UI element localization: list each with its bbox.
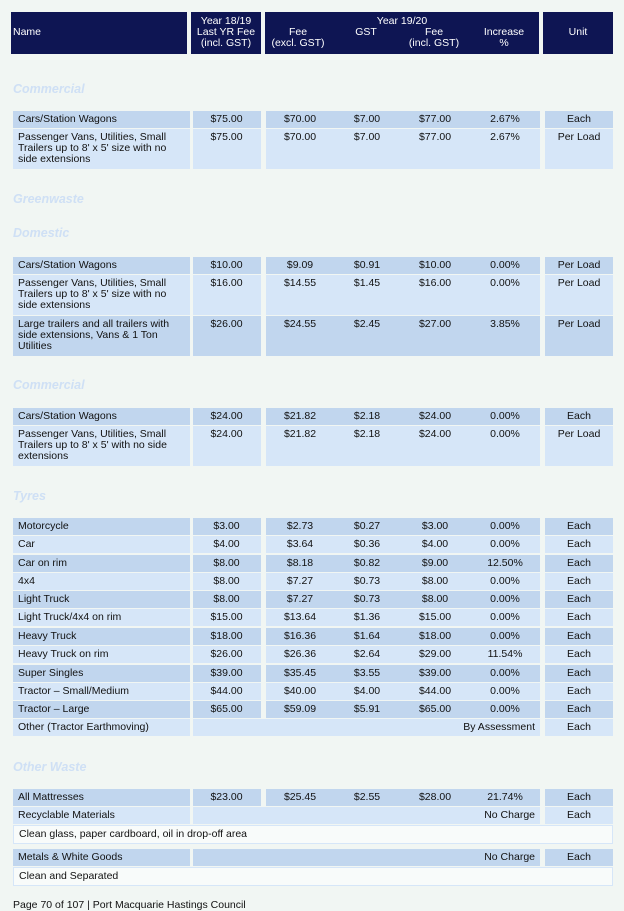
row-gst: $1.36 <box>353 611 381 623</box>
row-last-year-fee: $75.00 <box>210 113 243 125</box>
row-last-year-fee: $10.00 <box>210 259 243 271</box>
section-domestic: Domestic <box>13 226 70 240</box>
row-fee-excl: $9.09 <box>286 259 314 271</box>
row-name: Tractor – Large <box>18 703 90 715</box>
row-fee-incl: $8.00 <box>421 575 449 587</box>
header-increase-sub: % <box>499 37 509 49</box>
row-fee-excl: $24.55 <box>283 318 317 330</box>
row-fee-incl: $24.00 <box>418 428 452 440</box>
fee-row <box>13 316 613 356</box>
row-last-year-fee: $65.00 <box>210 703 243 715</box>
row-name-line: Passenger Vans, Utilities, Small <box>18 277 167 289</box>
fee-row <box>13 408 613 425</box>
header-fee-incl-sub: (incl. GST) <box>408 37 460 49</box>
row-last-year-fee: $8.00 <box>213 557 240 569</box>
fee-row <box>13 807 613 824</box>
row-last-year-fee: $39.00 <box>210 667 243 679</box>
row-name: Car <box>18 538 35 550</box>
section-other-waste: Other Waste <box>13 760 87 774</box>
row-fee-excl: $70.00 <box>283 131 317 143</box>
fee-row <box>13 719 613 736</box>
row-fee-excl: $7.27 <box>286 575 314 587</box>
header-gst: GST <box>355 26 377 38</box>
fee-row <box>13 426 613 466</box>
row-no-charge: No Charge <box>484 809 535 821</box>
row-name-line: side extensions <box>18 299 91 311</box>
row-increase: 0.00% <box>490 685 520 697</box>
row-gst: $0.27 <box>353 520 381 532</box>
row-gst: $1.64 <box>353 630 381 642</box>
row-last-year-fee: $75.00 <box>210 131 243 143</box>
row-fee-incl: $39.00 <box>418 667 452 679</box>
row-name: Cars/Station Wagons <box>18 410 117 422</box>
row-fee-excl: $70.00 <box>283 113 317 125</box>
row-increase: 0.00% <box>490 630 520 642</box>
row-name-line: Utilities <box>18 340 52 352</box>
section-greenwaste: Greenwaste <box>13 192 84 206</box>
row-gst: $2.64 <box>353 648 381 660</box>
header-fee-excl-sub: (excl. GST) <box>271 37 325 49</box>
row-increase: 0.00% <box>490 538 520 550</box>
row-gst: $0.73 <box>353 575 381 587</box>
row-name: Car on rim <box>18 557 68 569</box>
row-gst: $0.36 <box>353 538 381 550</box>
header-fee-excl: Fee <box>288 26 308 38</box>
row-name-line: side extensions <box>18 153 91 165</box>
row-unit: Each <box>567 703 591 715</box>
row-no-charge: No Charge <box>484 851 535 863</box>
row-name-line: Large trailers and all trailers with <box>18 318 170 330</box>
row-gst: $0.73 <box>353 593 381 605</box>
row-name: Motorcycle <box>18 520 69 532</box>
row-unit: Each <box>567 685 591 697</box>
row-fee-incl: $3.00 <box>421 520 449 532</box>
fee-row <box>13 257 613 274</box>
row-unit: Per Load <box>557 259 601 271</box>
fee-row <box>13 111 613 128</box>
row-note: Clean and Separated <box>19 870 119 882</box>
row-fee-excl: $13.64 <box>283 611 317 623</box>
row-name: Super Singles <box>18 667 84 679</box>
row-fee-excl: $16.36 <box>283 630 317 642</box>
fee-row <box>13 591 613 608</box>
page-footer: Page 70 of 107 | Port Macquarie Hastings Council <box>13 899 246 911</box>
row-assessment-note: By Assessment <box>463 721 535 733</box>
section-tyres: Tyres <box>13 489 46 503</box>
row-name: All Mattresses <box>18 791 84 803</box>
row-gst: $1.45 <box>353 277 381 289</box>
row-fee-incl: $24.00 <box>418 410 452 422</box>
row-fee-excl: $14.55 <box>283 277 317 289</box>
fee-row <box>13 701 613 718</box>
row-last-year-fee: $16.00 <box>210 277 243 289</box>
row-unit: Each <box>567 851 591 863</box>
row-name-line: Trailers up to 8' x 5' size with no <box>18 142 167 154</box>
row-unit: Each <box>567 648 591 660</box>
fee-row <box>13 683 613 700</box>
row-name: Cars/Station Wagons <box>18 113 117 125</box>
row-unit: Each <box>567 667 591 679</box>
row-fee-incl: $44.00 <box>418 685 452 697</box>
row-fee-incl: $77.00 <box>418 131 452 143</box>
row-unit: Each <box>567 410 591 422</box>
row-last-year-fee: $24.00 <box>210 410 243 422</box>
header-prev-line1: Last YR Fee <box>196 26 256 38</box>
fee-row <box>13 609 613 626</box>
row-fee-incl: $77.00 <box>418 113 452 125</box>
note-row <box>13 825 613 844</box>
row-unit: Per Load <box>557 428 601 440</box>
row-last-year-fee: $26.00 <box>210 318 243 330</box>
row-name <box>13 129 188 169</box>
header-name-cell <box>11 12 187 54</box>
row-name-line: side extensions, Vans & 1 Ton <box>18 329 158 341</box>
row-increase: 0.00% <box>490 575 520 587</box>
header-last-year-cell <box>191 12 261 54</box>
row-fee-incl: $8.00 <box>421 593 449 605</box>
row-increase: 0.00% <box>490 667 520 679</box>
header-prev-line2: (incl. GST) <box>200 37 252 49</box>
row-unit: Each <box>567 809 591 821</box>
row-name <box>13 275 188 315</box>
row-name: 4x4 <box>18 575 35 587</box>
row-name <box>13 316 188 356</box>
row-gst: $3.55 <box>353 667 381 679</box>
row-note: Clean glass, paper cardboard, oil in drop-off area <box>19 828 248 840</box>
row-unit: Each <box>567 630 591 642</box>
fee-row <box>13 129 613 169</box>
row-increase: 2.67% <box>490 131 520 143</box>
row-increase: 0.00% <box>490 520 520 532</box>
row-gst: $7.00 <box>353 113 381 125</box>
row-fee-incl: $16.00 <box>418 277 452 289</box>
row-fee-incl: $4.00 <box>421 538 449 550</box>
row-name-line: Trailers up to 8' x 5' with no side <box>18 439 167 451</box>
row-increase: 21.74% <box>487 791 523 803</box>
row-name: Tractor – Small/Medium <box>18 685 130 697</box>
row-fee-incl: $65.00 <box>418 703 452 715</box>
row-last-year-fee: $26.00 <box>210 648 243 660</box>
fee-row <box>13 646 613 663</box>
row-gst: $2.55 <box>353 791 381 803</box>
row-fee-incl: $28.00 <box>418 791 452 803</box>
section-commercial: Commercial <box>13 378 85 392</box>
row-gst: $5.91 <box>353 703 381 715</box>
row-increase: 0.00% <box>490 277 520 289</box>
row-gst: $2.18 <box>353 410 381 422</box>
header-name: Name <box>13 26 42 38</box>
row-fee-excl: $2.73 <box>286 520 314 532</box>
row-last-year-fee: $24.00 <box>210 428 243 440</box>
row-last-year-fee: $18.00 <box>210 630 243 642</box>
row-unit: Each <box>567 520 591 532</box>
row-unit: Each <box>567 575 591 587</box>
row-fee-incl: $15.00 <box>418 611 452 623</box>
header-fee-incl: Fee <box>424 26 444 38</box>
row-increase: 0.00% <box>490 611 520 623</box>
row-name: Recyclable Materials <box>18 809 115 821</box>
row-last-year-fee: $3.00 <box>213 520 240 532</box>
row-fee-excl: $26.36 <box>283 648 317 660</box>
row-unit: Each <box>567 791 591 803</box>
row-fee-excl: $25.45 <box>283 791 317 803</box>
row-unit: Each <box>567 611 591 623</box>
row-unit: Each <box>567 721 591 733</box>
fee-row <box>13 665 613 682</box>
header-increase: Increase <box>483 26 525 38</box>
row-increase: 0.00% <box>490 410 520 422</box>
row-unit: Each <box>567 593 591 605</box>
row-last-year-fee: $23.00 <box>210 791 243 803</box>
row-fee-excl: $8.18 <box>286 557 314 569</box>
row-unit: Each <box>567 113 591 125</box>
row-gst: $7.00 <box>353 131 381 143</box>
row-increase: 0.00% <box>490 259 520 271</box>
fee-row <box>13 536 613 553</box>
row-name-line: extensions <box>18 450 69 462</box>
row-unit: Each <box>567 557 591 569</box>
row-unit: Per Load <box>557 318 601 330</box>
fee-row <box>13 849 613 866</box>
row-fee-incl: $29.00 <box>418 648 452 660</box>
row-increase: 2.67% <box>490 113 520 125</box>
row-unit: Per Load <box>557 131 601 143</box>
header-unit: Unit <box>568 26 588 38</box>
row-increase: 12.50% <box>487 557 523 569</box>
header-curr-year: Year 19/20 <box>376 15 428 27</box>
row-fee-excl: $3.64 <box>286 538 314 550</box>
row-name: Cars/Station Wagons <box>18 259 117 271</box>
row-gst: $0.82 <box>353 557 381 569</box>
row-last-year-fee: $44.00 <box>210 685 243 697</box>
row-gst: $2.45 <box>353 318 381 330</box>
row-gst: $2.18 <box>353 428 381 440</box>
row-name <box>13 426 188 466</box>
fee-row <box>13 518 613 535</box>
section-commercial: Commercial <box>13 82 85 96</box>
fee-row <box>13 628 613 645</box>
row-name: Metals & White Goods <box>18 851 123 863</box>
row-name: Heavy Truck <box>18 630 77 642</box>
fee-row <box>13 555 613 572</box>
row-gst: $4.00 <box>353 685 381 697</box>
row-fee-excl: $21.82 <box>283 410 317 422</box>
header-unit-cell <box>543 12 613 54</box>
row-last-year-fee: $8.00 <box>213 575 240 587</box>
header-current-year-cell <box>265 12 539 54</box>
row-fee-excl: $21.82 <box>283 428 317 440</box>
row-name: Other (Tractor Earthmoving) <box>18 721 149 733</box>
row-fee-excl: $40.00 <box>283 685 317 697</box>
fee-row <box>13 789 613 806</box>
row-last-year-fee: $15.00 <box>210 611 243 623</box>
row-unit: Per Load <box>557 277 601 289</box>
row-fee-incl: $10.00 <box>418 259 452 271</box>
row-increase: 3.85% <box>490 318 520 330</box>
row-name: Heavy Truck on rim <box>18 648 109 660</box>
row-name-line: Passenger Vans, Utilities, Small <box>18 428 167 440</box>
row-last-year-fee: $4.00 <box>213 538 240 550</box>
row-increase: 0.00% <box>490 593 520 605</box>
row-fee-incl: $27.00 <box>418 318 452 330</box>
row-gst: $0.91 <box>353 259 381 271</box>
row-last-year-fee: $8.00 <box>213 593 240 605</box>
fee-row <box>13 573 613 590</box>
row-fee-excl: $59.09 <box>283 703 317 715</box>
row-increase: 11.54% <box>487 648 523 660</box>
row-increase: 0.00% <box>490 428 520 440</box>
row-fee-incl: $18.00 <box>418 630 452 642</box>
row-increase: 0.00% <box>490 703 520 715</box>
row-fee-incl: $9.00 <box>421 557 449 569</box>
header-prev-year: Year 18/19 <box>200 15 252 27</box>
row-name-line: Passenger Vans, Utilities, Small <box>18 131 167 143</box>
row-name: Light Truck/4x4 on rim <box>18 611 122 623</box>
fee-row <box>13 275 613 315</box>
row-fee-excl: $35.45 <box>283 667 317 679</box>
row-unit: Each <box>567 538 591 550</box>
row-fee-excl: $7.27 <box>286 593 314 605</box>
note-row <box>13 867 613 886</box>
row-name-line: Trailers up to 8' x 5' size with no <box>18 288 167 300</box>
row-name: Light Truck <box>18 593 70 605</box>
